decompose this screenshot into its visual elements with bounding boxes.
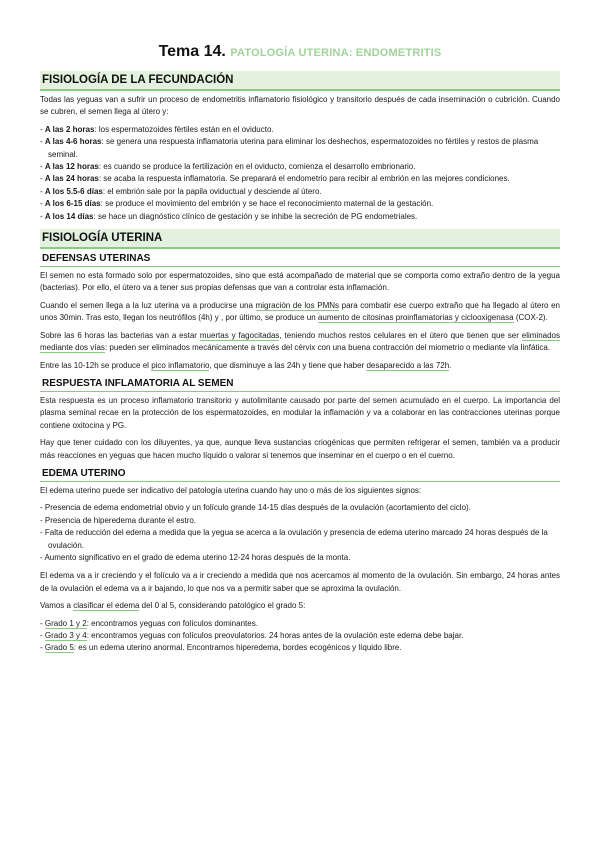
fecundacion-timeline	[40, 124, 560, 223]
defensas-paragraph-3: Sobre las 6 horas las bacterias van a estar muertas y fagocitadas, teniendo muchos restos celulares en el útero que tienen que ser eliminados mediante dos vías: pueden ser eliminados mecánicamente a través del cérvix con una buena contracción del miometrio o mediante vía linfática.	[40, 330, 560, 353]
list-item: - A los 6-15 días: se produce el movimiento del embrión y se hace el reconocimiento maternal de la gestación.	[40, 198, 560, 210]
list-item: - A las 12 horas: es cuando se produce la fertilización en el oviducto, comienza el desarrollo embrionario.	[40, 161, 560, 173]
list-item: - A las 4-6 horas: se genera una respuesta inflamatoria uterina para eliminar los deshechos, espermatozoides no fértiles y restos de plasma seminal.	[40, 136, 560, 161]
edema-intro: El edema uterino puede ser indicativo del patología uterina cuando hay uno o más de los siguientes signos:	[40, 485, 422, 495]
fecundacion-intro: Todas las yeguas van a sufrir un proceso de endometritis inflamatorio fisiológico y transitorio después de cada inseminación o cubrición. Cuando se cubren, el semen llega al útero y:	[40, 95, 560, 117]
list-item: - Presencia de edema endometrial obvio y un folículo grande 14-15 días después de la ovulación (acortamiento del ciclo).	[40, 502, 560, 514]
defensas-paragraph-2: Cuando el semen llega a la luz uterina va a producirse una migración de los PMNs para combatir ese cuerpo extraño que ha llegado al útero en unos 30min. Tras esto, llegan los neutrófilos (4h) y , por último, se produce un aumento de citosinas proinflamatorias y ciclooxigenasa (COX-2).	[40, 300, 560, 323]
edema-paragraph-2: El edema va a ir creciendo y el folículo va a ir creciendo a medida que nos acercamos al momento de la ovulación. Sin embargo, 24 horas antes de la ovulación el edema va a ir bajando, lo que nos va a permitir saber que se aproxima la ovulación.	[40, 571, 560, 593]
edema-grades-list	[40, 618, 560, 655]
respuesta-paragraph-1: Esta respuesta es un proceso inflamatorio transitorio y autolimitante causado por parte del semen acumulado en el cuerpo. La importancia del plasma seminal recae en la protección de los espermatozoides, en modular la inflamación y va a colaborar en las contracciones uterinas porque contiene oxitocina y PG.	[40, 395, 560, 430]
subsection-heading-defensas: DEFENSAS UTERINAS	[40, 252, 560, 267]
list-item: - A las 2 horas: los espermatozoides fértiles están en el oviducto.	[40, 124, 560, 136]
section-heading-fecundacion: FISIOLOGÍA DE LA FECUNDACIÓN	[40, 71, 560, 91]
defensas-paragraph-4: Entre las 10-12h se produce el pico inflamatorio, que disminuye a las 24h y tiene que haber desaparecido a las 72h.	[40, 360, 452, 370]
list-item: - A los 14 días: se hace un diagnóstico clínico de gestación y se inhibe la secreción de PG endometriales.	[40, 211, 560, 223]
defensas-paragraph-1: El semen no esta formado solo por espermatozoides, sino que está acompañado de material que se comporta como extraño dentro de la yegua (bacterias). Por ello, el útero va a tener sus propias defensas que van a controlar esta inflamación.	[40, 271, 560, 293]
list-item: - Grado 1 y 2: encontramos yeguas con folículos dominantes.	[40, 618, 560, 630]
topic-number: Tema 14.	[158, 43, 226, 60]
list-item: - Presencia de hiperedema durante el estro.	[40, 515, 560, 527]
list-item: - Aumento significativo en el grado de edema uterino 12-24 horas después de la monta.	[40, 552, 560, 564]
list-item: - Falta de reducción del edema a medida que la yegua se acerca a la ovulación y presencia de edema uterino marcado 24 horas después de la ovulación.	[40, 527, 560, 552]
subsection-heading-respuesta: RESPUESTA INFLAMATORIA AL SEMEN	[40, 377, 560, 392]
section-heading-fisiologia-uterina: FISIOLOGÍA UTERINA	[40, 229, 560, 249]
subsection-heading-edema: EDEMA UTERINO	[40, 467, 560, 482]
topic-subtitle: PATOLOGÍA UTERINA: ENDOMETRITIS	[230, 47, 442, 59]
edema-signs-list	[40, 502, 560, 564]
list-item: - Grado 5: es un edema uterino anormal. Encontramos hiperedema, bordes ecogénicos y líquido libre.	[40, 642, 560, 654]
respuesta-paragraph-2: Hay que tener cuidado con los diluyentes, ya que, aunque lleva sustancias criogénicas que permiten refrigerar el semen, también va a producir más reacciones en yeguas que hacen mucho líquido o valorar si tenemos que inseminar en el cuerpo o en el cuerno.	[40, 438, 560, 460]
edema-paragraph-3: Vamos a clasificar el edema del 0 al 5, considerando patológico el grado 5:	[40, 601, 306, 611]
list-item: - Grado 3 y 4: encontramos yeguas con folículos preovulatorios. 24 horas antes de la ovulación este edema debe bajar.	[40, 630, 560, 642]
list-item: - A las 24 horas: se acaba la respuesta inflamatoria. Se preparará el endometrio para recibir al embrión en las mejores condiciones.	[40, 173, 560, 185]
list-item: - A los 5.5-6 días: el embrión sale por la papila oviductual y desciende al útero.	[40, 186, 560, 198]
document-title	[40, 42, 560, 63]
